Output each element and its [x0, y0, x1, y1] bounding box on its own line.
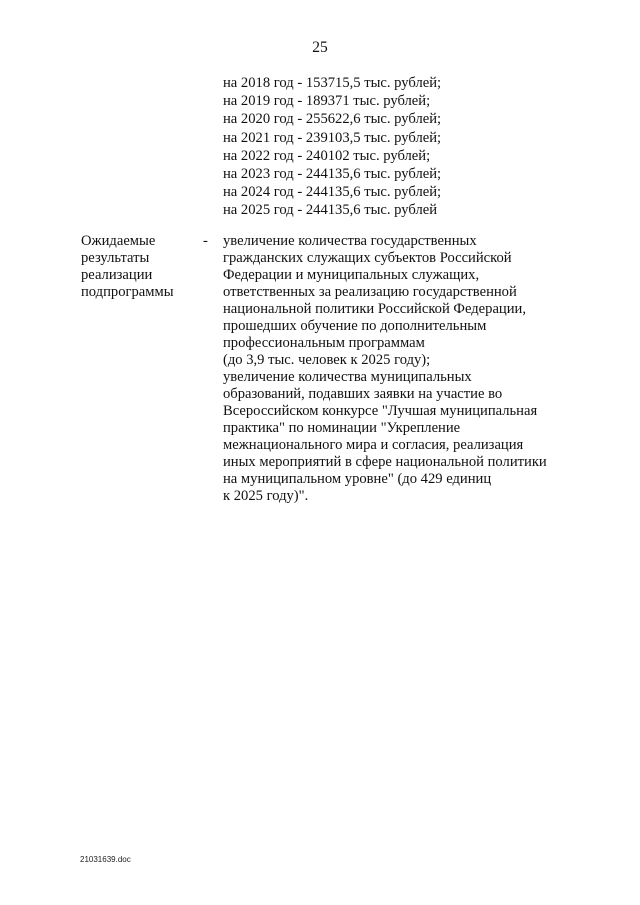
label-separator-dash: -	[203, 233, 208, 249]
label-line: подпрограммы	[81, 284, 174, 300]
funding-line-2022: на 2022 год - 240102 тыс. рублей;	[223, 147, 431, 164]
page-number: 25	[312, 39, 328, 56]
results-line: иных мероприятий в сфере национальной политики	[223, 454, 547, 470]
results-line: национальной политики Российской Федерации,	[223, 301, 527, 317]
results-line: (до 3,9 тыс. человек к 2025 году);	[223, 352, 431, 368]
label-line: Ожидаемые	[81, 233, 156, 249]
funding-line-2020: на 2020 год - 255622,6 тыс. рублей;	[223, 111, 442, 128]
results-line: Всероссийском конкурсе "Лучшая муниципальная	[223, 403, 538, 419]
results-line: на муниципальном уровне" (до 429 единиц	[223, 471, 492, 487]
results-line: практика" по номинации "Укрепление	[223, 420, 461, 436]
document-file-id: 21031639.doc	[80, 855, 131, 864]
label-line: реализации	[81, 267, 153, 283]
funding-line-2025: на 2025 год - 244135,6 тыс. рублей	[223, 202, 438, 219]
results-line: прошедших обучение по дополнительным	[223, 318, 487, 334]
funding-line-2023: на 2023 год - 244135,6 тыс. рублей;	[223, 166, 442, 183]
results-line: гражданских служащих субъектов Российской	[223, 250, 512, 266]
funding-line-2018: на 2018 год - 153715,5 тыс. рублей;	[223, 75, 442, 91]
results-line: ответственных за реализацию государственной	[223, 284, 517, 300]
label-line: результаты	[81, 250, 150, 266]
results-line: увеличение количества государственных	[223, 233, 477, 249]
expected-results-text	[223, 233, 547, 505]
results-line: профессиональным программам	[223, 335, 425, 351]
funding-line-2021: на 2021 год - 239103,5 тыс. рублей;	[223, 129, 442, 146]
results-line: межнационального мира и согласия, реализация	[223, 437, 524, 453]
results-line: к 2025 году)".	[223, 488, 309, 504]
results-line: Федерации и муниципальных служащих,	[223, 267, 480, 283]
funding-line-2024: на 2024 год - 244135,6 тыс. рублей;	[223, 184, 442, 201]
funding-line-2019: на 2019 год - 189371 тыс. рублей;	[223, 93, 431, 110]
results-line: увеличение количества муниципальных	[223, 369, 472, 385]
results-line: образований, подавших заявки на участие во	[223, 386, 503, 402]
funding-by-year-list	[223, 74, 441, 220]
expected-results-label	[81, 233, 174, 301]
